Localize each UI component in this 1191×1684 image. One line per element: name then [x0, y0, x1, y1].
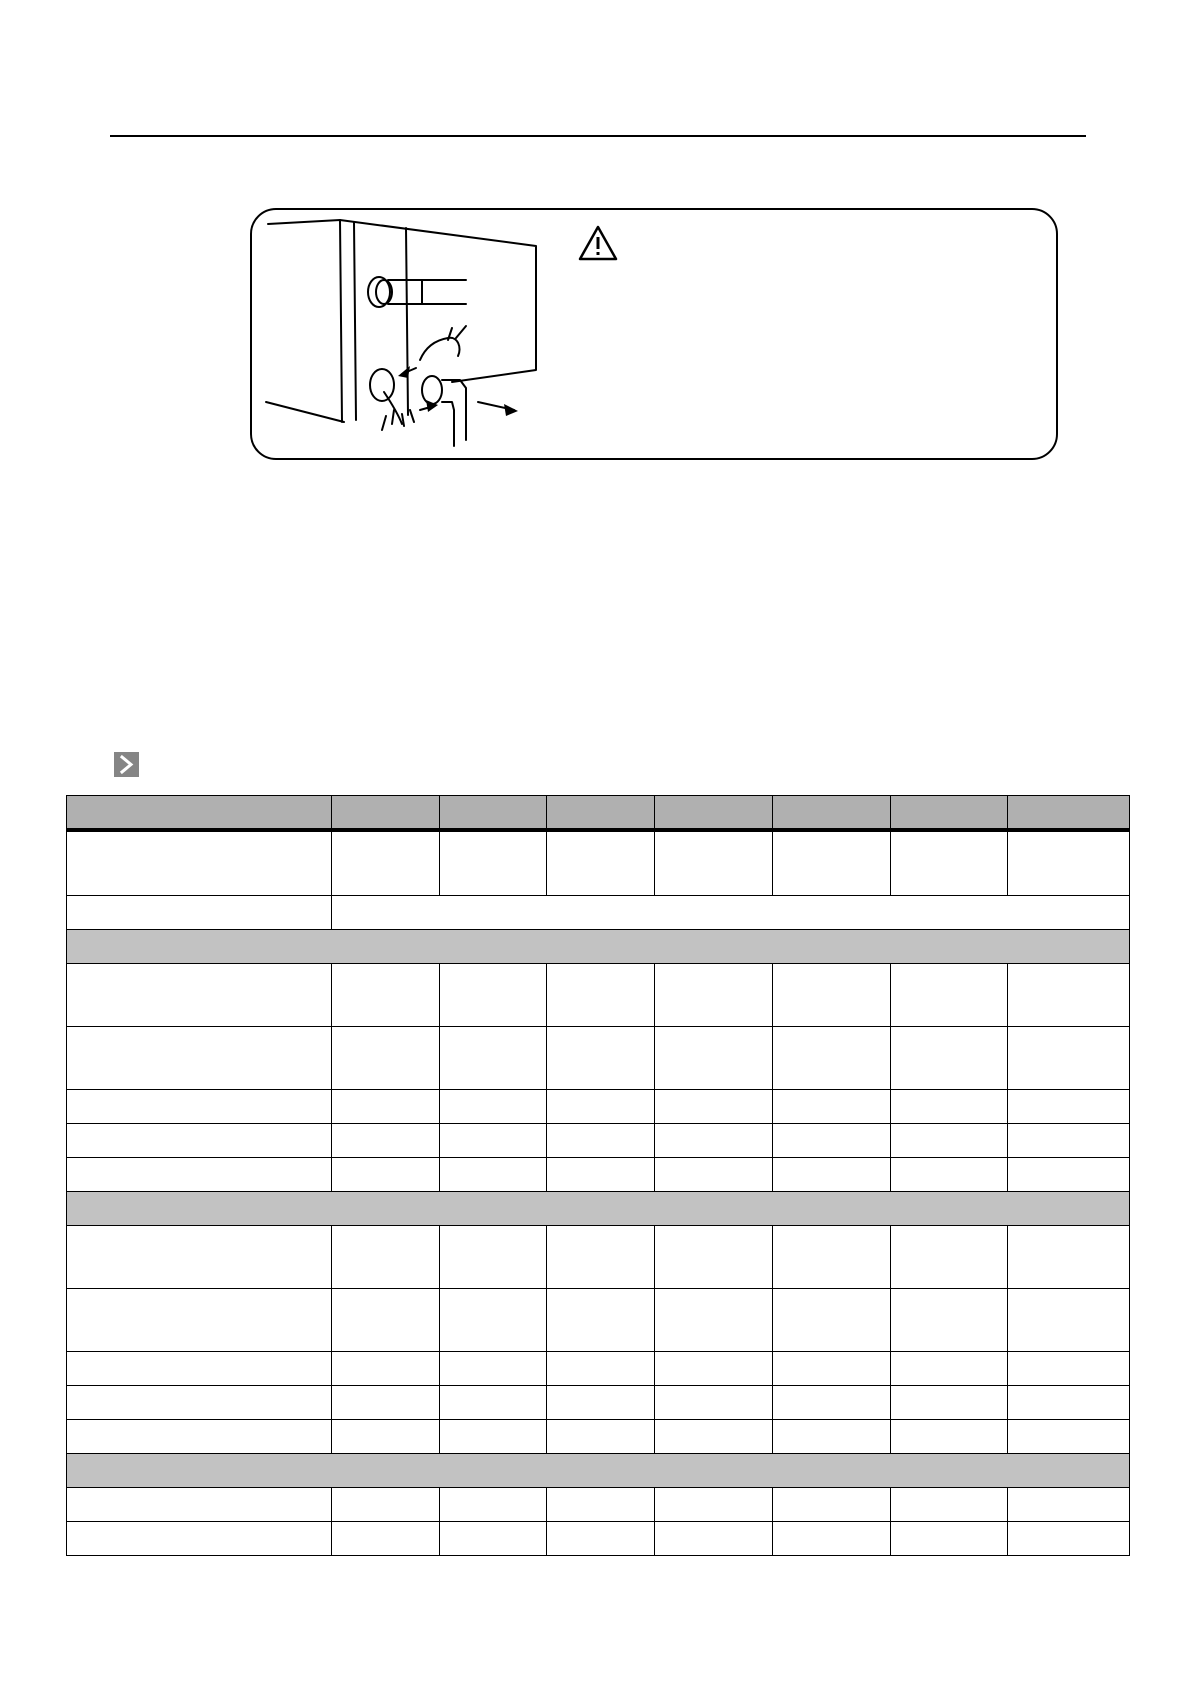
value-cell: [440, 1226, 547, 1289]
value-cell: [891, 1090, 1008, 1124]
value-cell: [655, 1420, 773, 1454]
value-cell: [773, 1158, 891, 1192]
value-cell: [1008, 1352, 1130, 1386]
value-cell: [655, 1488, 773, 1522]
table-group-row: [67, 1454, 1130, 1488]
value-cell: [332, 1386, 440, 1420]
value-cell: [440, 1027, 547, 1090]
table-row: [67, 1289, 1130, 1352]
value-cell: [332, 1158, 440, 1192]
value-cell: [547, 1027, 655, 1090]
specifications-table: [66, 795, 1130, 1556]
value-cell: [773, 964, 891, 1027]
row-label-cell: [67, 1090, 332, 1124]
value-cell: [332, 1124, 440, 1158]
value-cell: [332, 830, 440, 896]
table-row: [67, 896, 1130, 930]
value-cell: [773, 1488, 891, 1522]
value-cell: [655, 1124, 773, 1158]
table-row: [67, 1124, 1130, 1158]
row-label-cell: [67, 1027, 332, 1090]
table-group-row: [67, 930, 1130, 964]
value-cell: [440, 1158, 547, 1192]
value-cell: [655, 1090, 773, 1124]
row-label-cell: [67, 1226, 332, 1289]
value-cell: [332, 1420, 440, 1454]
value-cell: [1008, 830, 1130, 896]
value-cell: [773, 1226, 891, 1289]
value-cell: [655, 1352, 773, 1386]
value-cell: [332, 1488, 440, 1522]
value-cell: [547, 1090, 655, 1124]
value-cell: [332, 1027, 440, 1090]
value-cell: [547, 1289, 655, 1352]
table-row: [67, 1352, 1130, 1386]
header-cell: [440, 796, 547, 830]
warning-notice-panel: [250, 208, 1058, 460]
row-label-cell: [67, 1386, 332, 1420]
header-cell: [655, 796, 773, 830]
table-body: [67, 830, 1130, 1556]
value-cell: [332, 1289, 440, 1352]
table-row: [67, 1090, 1130, 1124]
row-label-cell: [67, 830, 332, 896]
value-cell: [891, 1386, 1008, 1420]
value-cell: [1008, 1027, 1130, 1090]
value-cell: [440, 1090, 547, 1124]
row-label-cell: [67, 1420, 332, 1454]
value-cell: [1008, 1226, 1130, 1289]
table-group-row: [67, 1192, 1130, 1226]
table-row: [67, 964, 1130, 1027]
value-cell: [440, 1352, 547, 1386]
value-cell: [547, 1420, 655, 1454]
row-label-cell: [67, 964, 332, 1027]
row-label-cell: [67, 896, 332, 930]
row-label-cell: [67, 1352, 332, 1386]
value-cell: [891, 830, 1008, 896]
header-rule: [110, 135, 1086, 137]
value-cell: [547, 1226, 655, 1289]
row-label-cell: [67, 1289, 332, 1352]
value-cell: [1008, 1124, 1130, 1158]
value-cell: [891, 1352, 1008, 1386]
value-cell: [655, 1226, 773, 1289]
value-cell: [891, 1420, 1008, 1454]
table-row: [67, 830, 1130, 896]
value-cell: [891, 1289, 1008, 1352]
value-cell: [1008, 1090, 1130, 1124]
value-cell: [891, 1522, 1008, 1556]
value-cell: [332, 964, 440, 1027]
value-cell: [773, 1027, 891, 1090]
row-label-cell: [67, 1158, 332, 1192]
value-cell: [332, 1090, 440, 1124]
value-cell: [773, 1090, 891, 1124]
value-cell: [773, 1124, 891, 1158]
header-cell: [891, 796, 1008, 830]
value-cell: [440, 1289, 547, 1352]
value-cell: [547, 1386, 655, 1420]
table-row: [67, 1027, 1130, 1090]
value-cell: [332, 1226, 440, 1289]
value-cell: [547, 1124, 655, 1158]
value-cell: [547, 1522, 655, 1556]
header-cell: [67, 796, 332, 830]
section-marker: [114, 752, 139, 777]
value-cell: [655, 1522, 773, 1556]
value-cell: [655, 830, 773, 896]
table-row: [67, 1226, 1130, 1289]
value-cell: [1008, 1488, 1130, 1522]
value-cell: [1008, 1158, 1130, 1192]
value-cell: [547, 830, 655, 896]
value-cell: [891, 1027, 1008, 1090]
value-cell: [547, 1158, 655, 1192]
value-cell: [773, 1522, 891, 1556]
value-cell: [891, 1124, 1008, 1158]
table-row: [67, 1420, 1130, 1454]
value-cell: [547, 1488, 655, 1522]
header-cell: [773, 796, 891, 830]
chevron-right-icon: [114, 752, 139, 777]
table-row: [67, 1158, 1130, 1192]
value-cell: [1008, 1386, 1130, 1420]
table-row: [67, 1488, 1130, 1522]
value-cell: [1008, 1420, 1130, 1454]
value-cell: [440, 830, 547, 896]
value-cell: [440, 1386, 547, 1420]
row-label-cell: [67, 1454, 1130, 1488]
value-cell: [773, 1289, 891, 1352]
value-cell: [891, 1488, 1008, 1522]
table-row: [67, 1386, 1130, 1420]
drain-hose-illustration: [252, 210, 562, 460]
value-cell: [440, 1488, 547, 1522]
value-cell: [440, 964, 547, 1027]
header-cell: [332, 796, 440, 830]
row-label-cell: [67, 1124, 332, 1158]
value-cell: [773, 1386, 891, 1420]
row-label-cell: [67, 1522, 332, 1556]
value-cell: [332, 1352, 440, 1386]
value-cell: [773, 830, 891, 896]
value-cell: [655, 1027, 773, 1090]
value-cell: [547, 964, 655, 1027]
row-label-cell: [67, 930, 1130, 964]
value-cell: [655, 1386, 773, 1420]
value-cell: [655, 964, 773, 1027]
value-cell: [440, 1522, 547, 1556]
header-cell: [1008, 796, 1130, 830]
row-label-cell: [67, 1192, 1130, 1226]
value-cell: [655, 1289, 773, 1352]
value-cell: [655, 1158, 773, 1192]
value-cell: [1008, 964, 1130, 1027]
value-cell: [332, 896, 1130, 930]
value-cell: [1008, 1522, 1130, 1556]
table-header-row: [67, 796, 1130, 830]
value-cell: [440, 1124, 547, 1158]
value-cell: [891, 964, 1008, 1027]
value-cell: [547, 1352, 655, 1386]
table-row: [67, 1522, 1130, 1556]
value-cell: [332, 1522, 440, 1556]
value-cell: [440, 1420, 547, 1454]
value-cell: [891, 1226, 1008, 1289]
header-cell: [547, 796, 655, 830]
value-cell: [773, 1352, 891, 1386]
value-cell: [773, 1420, 891, 1454]
value-cell: [891, 1158, 1008, 1192]
warning-triangle-icon: [577, 224, 619, 262]
row-label-cell: [67, 1488, 332, 1522]
value-cell: [1008, 1289, 1130, 1352]
